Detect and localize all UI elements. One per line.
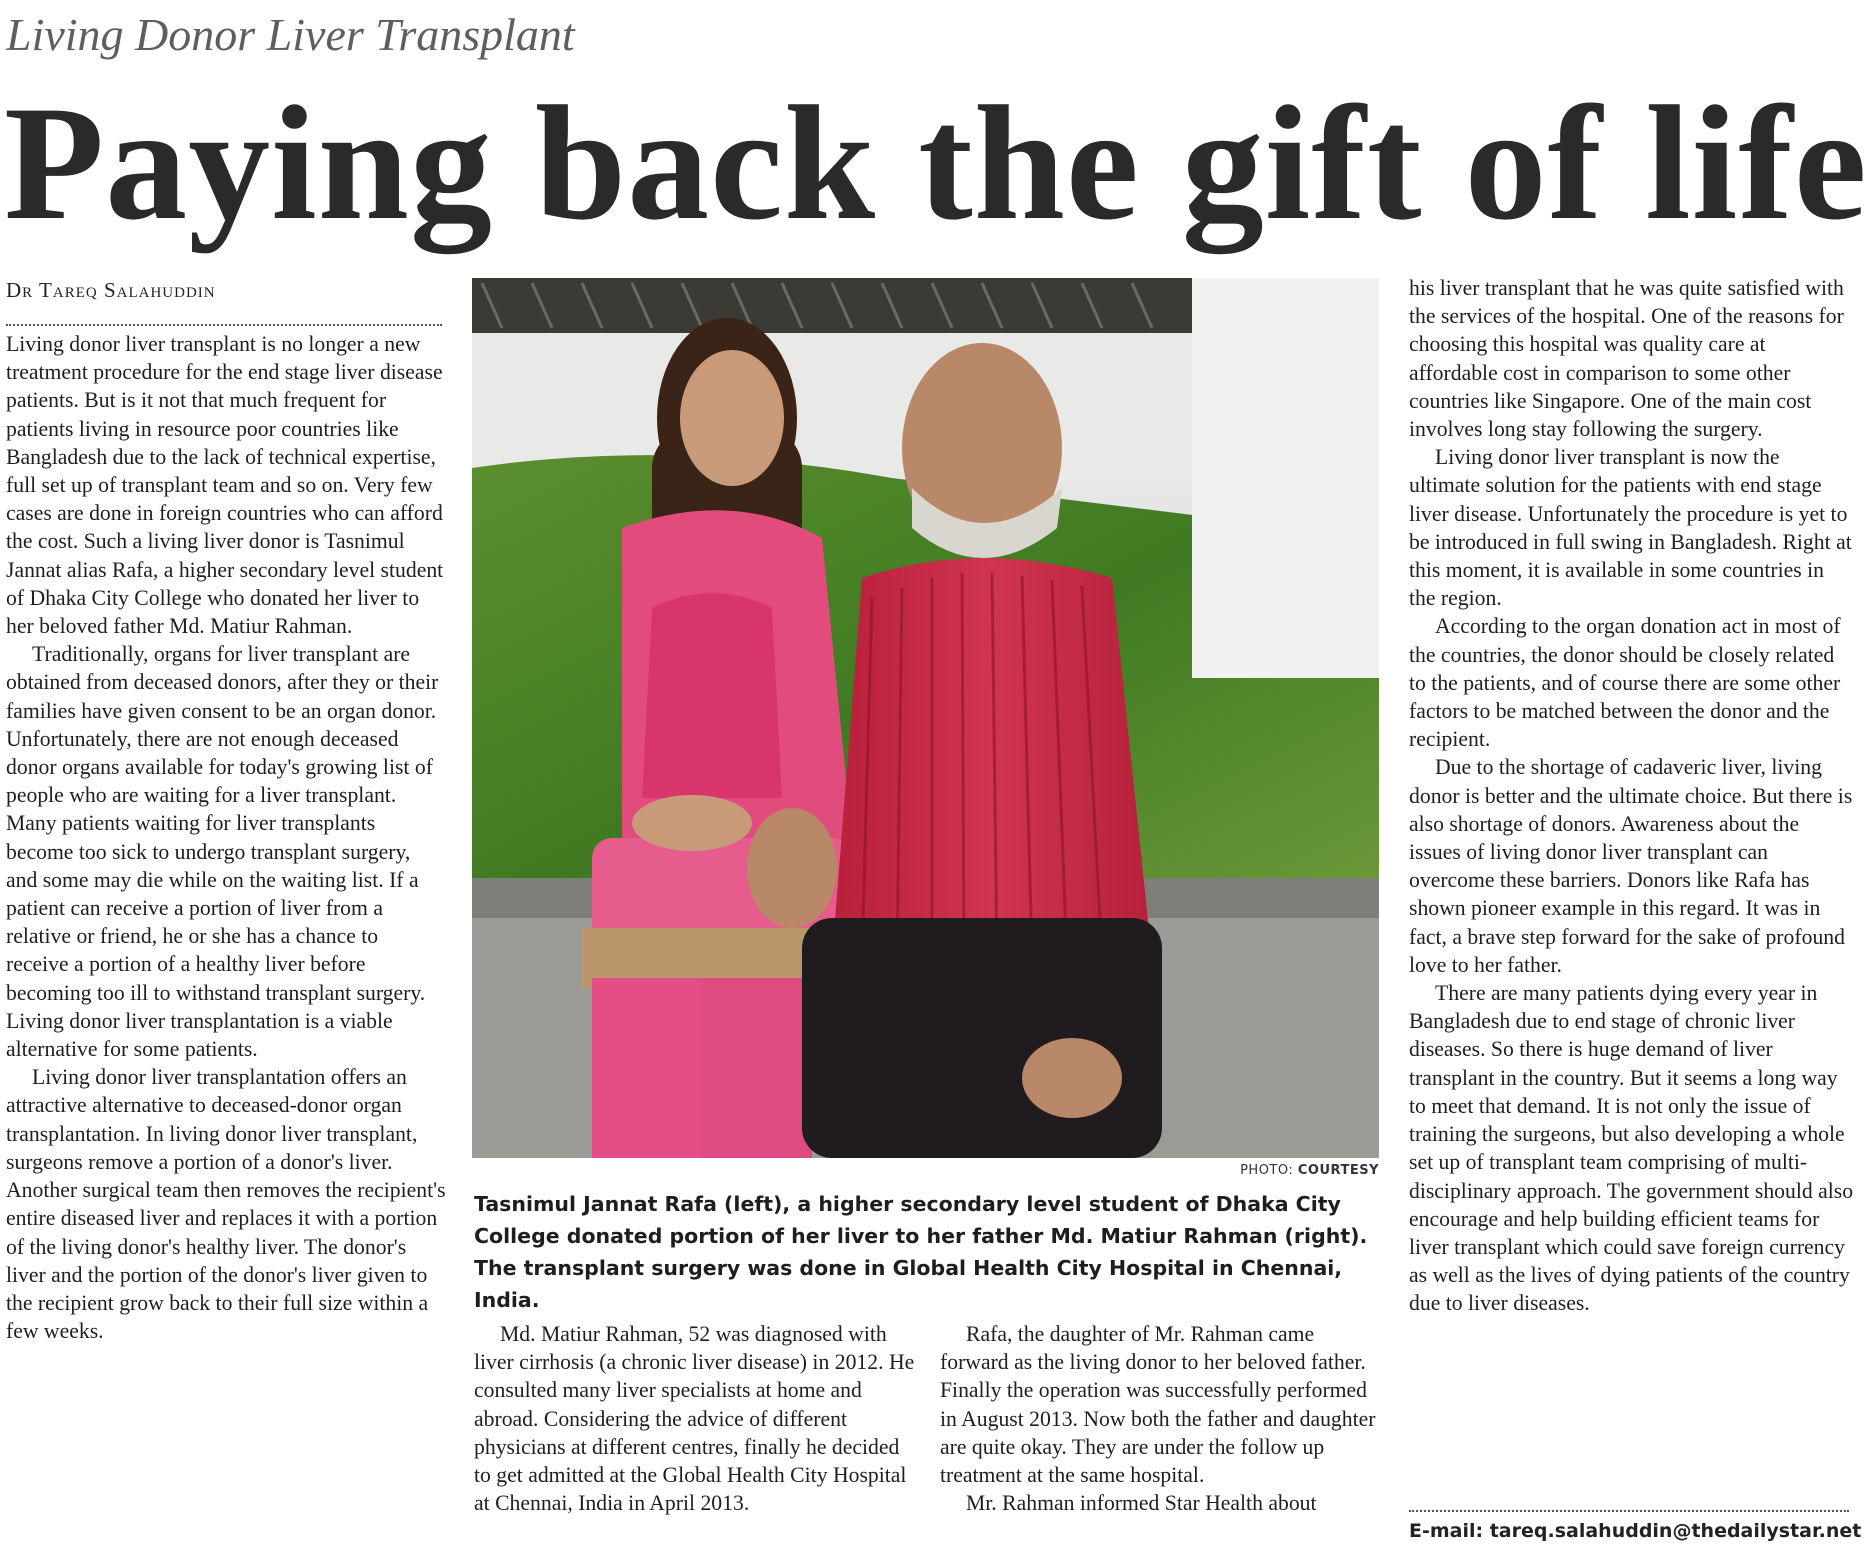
byline: Dr Tareq Salahuddin	[6, 278, 216, 302]
column-2	[474, 1320, 920, 1517]
paragraph: Living donor liver transplant is now the ultimate solution for the patients with end stage liver disease. Unfortunately the procedure is yet to be introduced in full swing in Bangladesh. Right at this moment, it is available in some countries in the region.	[1409, 445, 1852, 611]
headline: Paying back the gift of life	[4, 73, 1868, 254]
photo-credit-value: COURTESY	[1297, 1163, 1379, 1178]
author-email: E-mail: tareq.salahuddin@thedailystar.net	[1409, 1520, 1862, 1542]
paragraph: Rafa, the daughter of Mr. Rahman came forward as the living donor to her beloved father. Finally the operation was successfully performed in August 2013. Now both the father and daughter are quite okay. They are under the follow up treatment at the same hospital.	[940, 1322, 1376, 1488]
paragraph: Traditionally, organs for liver transplant are obtained from deceased donors, after they or their families have given consent to be an organ donor. Unfortunately, there are not enough deceased donor organs available for today's growing list of people who are waiting for a liver transplant. Many patients waiting for liver transplants become too sick to undergo transplant surgery, and some may die while on the waiting list. If a patient can receive a portion of liver from a relative or friend, he or she has a chance to receive a portion of a healthy liver before becoming too ill to withstand transplant surgery. Living donor liver transplantation is a viable alternative for some patients.	[6, 642, 439, 1062]
paragraph: According to the organ donation act in most of the countries, the donor should be closely related to the patients, and of course there are some other factors to be matched between the donor and the recipient.	[1409, 614, 1841, 752]
paragraph: Md. Matiur Rahman, 52 was diagnosed with liver cirrhosis (a chronic liver disease) in 2012. He consulted many liver specialists at home and abroad. Considering the advice of different physicians at different centres, finally he decided to get admitted at the Global Health City Hospital at Chennai, India in April 2013.	[474, 1322, 915, 1516]
column-1	[6, 330, 446, 1345]
paragraph: Living donor liver transplantation offers an attractive alternative to deceased-donor organ transplantation. In living donor liver transplant, surgeons remove a portion of a donor's liver. Another surgical team then removes the recipient's entire diseased liver and replaces it with a portion of the living donor's healthy liver. The donor's liver and the portion of the donor's liver given to the recipient grow back to their full size within a few weeks.	[6, 1065, 446, 1344]
column-3	[940, 1320, 1380, 1517]
section-kicker: Living Donor Liver Transplant	[6, 9, 575, 60]
column-4	[1409, 274, 1855, 1318]
paragraph: Living donor liver transplant is no longer a new treatment procedure for the end stage liver disease patients. But is it not that much frequent for patients living in resource poor countries like Bangladesh due to the lack of technical expertise, full set up of transplant team and so on. Very few cases are done in foreign countries who can afford the cost. Such a living liver donor is Tasnimul Jannat alias Rafa, a higher secondary level student of Dhaka City College who donated her liver to her beloved father Md. Matiur Rahman.	[6, 332, 444, 639]
paragraph: There are many patients dying every year in Bangladesh due to end stage of chronic liver diseases. So there is huge demand of liver transplant in the country. But it seems a long way to meet that demand. It is not only the issue of training the surgeons, but also developing a whole set up of transplant team comprising of multi-disciplinary approach. The government should also encourage and help building efficient teams for liver transplant which could save foreign currency as well as the lives of dying patients of the country due to liver diseases.	[1409, 981, 1854, 1316]
article-photo	[472, 278, 1379, 1158]
paragraph: Due to the shortage of cadaveric liver, living donor is better and the ultimate choice. But there is also shortage of donors. Awareness about the issues of living donor liver transplant can overcome these barriers. Donors like Rafa has shown pioneer example in this regard. It was in fact, a brave step forward for the sake of profound love to her father.	[1409, 755, 1853, 977]
email-divider	[1409, 1510, 1849, 1512]
photo-caption: Tasnimul Jannat Rafa (left), a higher secondary level student of Dhaka City College donated portion of her liver to her father Md. Matiur Rahman (right). The transplant surgery was done in Global Health City Hospital in Chennai, India.	[474, 1192, 1368, 1312]
photo-credit-label: PHOTO:	[1240, 1163, 1294, 1178]
photo-illustration	[472, 278, 1379, 1158]
paragraph: his liver transplant that he was quite satisfied with the services of the hospital. One of the reasons for choosing this hospital was quality care at affordable cost in comparison to some other countries like Singapore. One of the main cost involves long stay following the surgery.	[1409, 276, 1844, 442]
paragraph: Mr. Rahman informed Star Health about	[966, 1491, 1317, 1516]
byline-divider	[6, 324, 442, 326]
photo-credit	[1000, 1163, 1379, 1178]
